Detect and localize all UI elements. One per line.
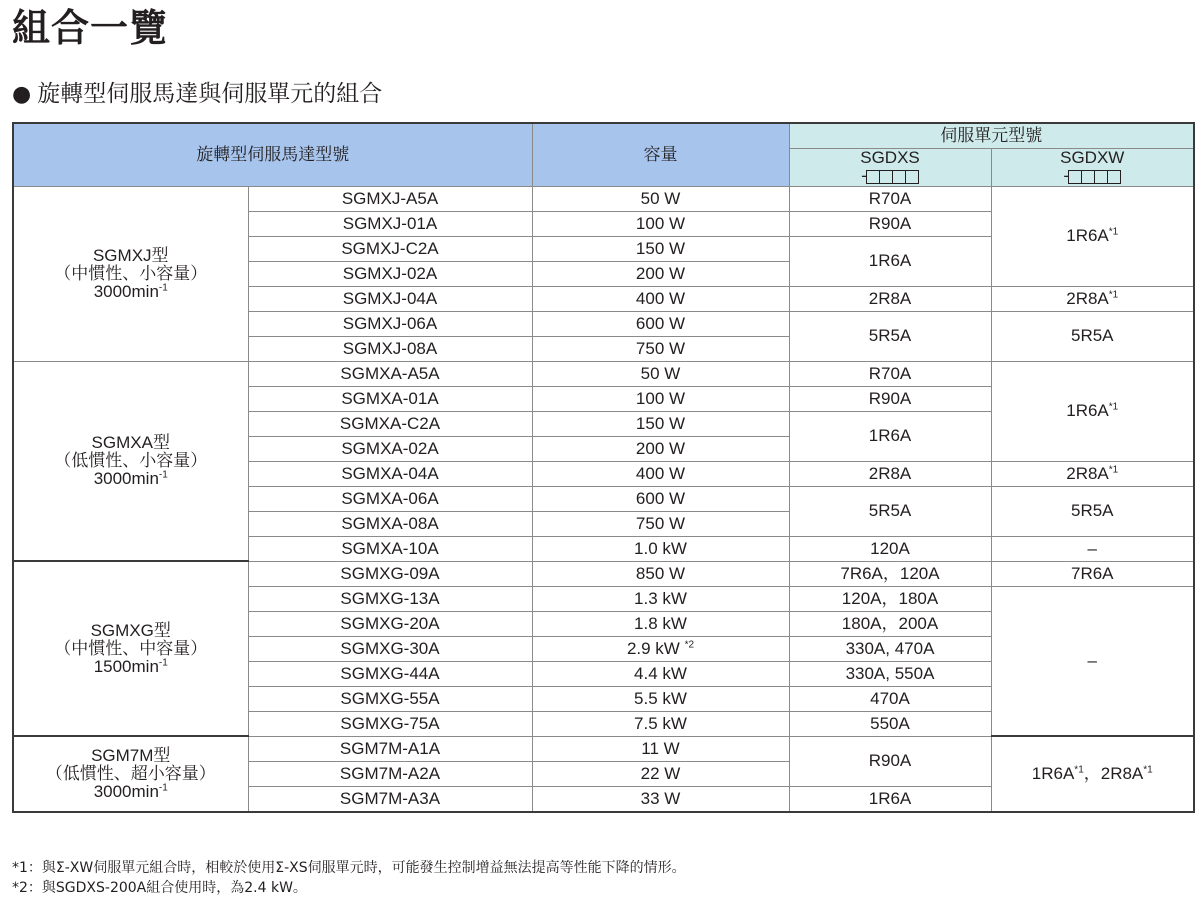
- footnotes: [12, 858, 686, 898]
- capacity-cell: 5.5 kW: [532, 686, 789, 711]
- capacity-cell: 850 W: [532, 561, 789, 586]
- table-row: [13, 561, 1194, 586]
- model-cell: SGMXA-10A: [248, 536, 532, 561]
- sgdxs-cell: R90A: [789, 736, 991, 786]
- model-cell: SGM7M-A3A: [248, 786, 532, 812]
- speed-exponent: -1: [158, 656, 168, 668]
- sgdxs-cell: 2R8A: [789, 461, 991, 486]
- sgdxw-cell: 5R5A: [991, 311, 1194, 361]
- model-cell: SGMXA-02A: [248, 436, 532, 461]
- sgdxs-cell: 330A, 470A: [789, 636, 991, 661]
- family-sgmxg: [13, 561, 248, 736]
- sgdxs-cell: R70A: [789, 361, 991, 386]
- sgdxs-cell: 330A, 550A: [789, 661, 991, 686]
- page-title: 組合一覽: [12, 6, 169, 50]
- sgdxs-cell: 120A: [789, 536, 991, 561]
- family-name: SGMXJ型: [92, 245, 169, 265]
- family-sgmxa: [13, 361, 248, 561]
- sgdxs-cell: 2R8A: [789, 286, 991, 311]
- model-cell: SGMXG-13A: [248, 586, 532, 611]
- sgdxs-cell: 1R6A: [789, 236, 991, 286]
- header-sgdxw-label: SGDXW: [1060, 148, 1125, 167]
- capacity-cell: 1.3 kW: [532, 586, 789, 611]
- combination-table: [12, 122, 1195, 813]
- table-row: [13, 361, 1194, 386]
- sgdxs-cell: 120A，180A: [789, 586, 991, 611]
- capacity-cell: 22 W: [532, 761, 789, 786]
- footnote-mark: *1: [1108, 226, 1119, 238]
- sgdxs-cell: R90A: [789, 211, 991, 236]
- speed-exponent: -1: [158, 782, 168, 794]
- family-speed: 3000min: [93, 281, 159, 301]
- footnote-mark: *1: [1108, 401, 1119, 413]
- capacity-cell: 400 W: [532, 286, 789, 311]
- table-row: [13, 186, 1194, 211]
- sgdxw-cell: $1R6A^{*1}$: [991, 361, 1194, 461]
- header-sgdxs-label: SGDXS: [860, 148, 920, 167]
- capacity-cell: 750 W: [532, 511, 789, 536]
- header-motor-model: 旋轉型伺服馬達型號: [13, 123, 532, 186]
- sgdxw-cell: $1R6A^{*1}$: [991, 186, 1194, 286]
- footnote-mark: *1: [1108, 463, 1119, 475]
- capacity-cell: 200 W: [532, 261, 789, 286]
- family-name: SGMXA型: [91, 432, 170, 452]
- capacity-cell: 750 W: [532, 336, 789, 361]
- table-row: [13, 736, 1194, 761]
- capacity-cell: 50 W: [532, 361, 789, 386]
- section-heading-text: 旋轉型伺服馬達與伺服單元的組合: [37, 81, 383, 107]
- model-cell: SGMXG-44A: [248, 661, 532, 686]
- sgdxw-cell: 5R5A: [991, 486, 1194, 536]
- capacity-cell: 600 W: [532, 311, 789, 336]
- family-inertia: （低慣性、超小容量）: [45, 763, 216, 783]
- section-heading: [12, 78, 382, 111]
- sgdxs-cell: 5R5A: [789, 311, 991, 361]
- sgdxw-cell: $2R8A^{*1}$: [991, 461, 1194, 486]
- header-sgdxw: [991, 149, 1194, 187]
- code-boxes-icon: [1069, 168, 1121, 186]
- sgdxs-cell: 7R6A，120A: [789, 561, 991, 586]
- family-sgmxj: [13, 186, 248, 361]
- model-cell: SGMXJ-02A: [248, 261, 532, 286]
- family-speed: 3000min: [93, 468, 159, 488]
- footnote-1: *1：與Σ-XW伺服單元組合時，相較於使用Σ-XS伺服單元時，可能發生控制增益無法提高等性能下降的情形。: [12, 860, 686, 876]
- capacity-cell: 200 W: [532, 436, 789, 461]
- speed-exponent: -1: [158, 281, 168, 293]
- sgdxw-cell: –: [991, 536, 1194, 561]
- model-cell: SGMXA-08A: [248, 511, 532, 536]
- capacity-cell: 2.9 kW $^{*2}$: [532, 636, 789, 661]
- footnote-mark: *1: [1143, 764, 1153, 776]
- capacity-cell: 150 W: [532, 236, 789, 261]
- family-sgm7m: [13, 736, 248, 812]
- sgdxs-cell: 1R6A: [789, 786, 991, 812]
- sgdxs-cell: 5R5A: [789, 486, 991, 536]
- model-cell: SGMXG-75A: [248, 711, 532, 736]
- sgdxw-cell: $1R6A^{*1}$，$2R8A^{*1}$: [991, 736, 1194, 812]
- header-capacity: 容量: [532, 123, 789, 186]
- family-inertia: （中慣性、中容量）: [54, 638, 208, 658]
- sgdxw-cell: 7R6A: [991, 561, 1194, 586]
- capacity-cell: 50 W: [532, 186, 789, 211]
- model-cell: SGM7M-A2A: [248, 761, 532, 786]
- family-speed: 3000min: [93, 781, 159, 801]
- footnote-mark: *1: [1074, 764, 1084, 776]
- model-cell: SGMXJ-08A: [248, 336, 532, 361]
- sgdxw-cell: –: [991, 586, 1194, 736]
- capacity-cell: 100 W: [532, 386, 789, 411]
- capacity-cell: 100 W: [532, 211, 789, 236]
- suffix-prefix: -: [861, 166, 867, 185]
- capacity-cell: 150 W: [532, 411, 789, 436]
- model-cell: SGMXJ-01A: [248, 211, 532, 236]
- capacity-cell: 33 W: [532, 786, 789, 812]
- capacity-cell: 400 W: [532, 461, 789, 486]
- model-cell: SGM7M-A1A: [248, 736, 532, 761]
- sgdxs-cell: 550A: [789, 711, 991, 736]
- sgdxw-cell: $2R8A^{*1}$: [991, 286, 1194, 311]
- model-cell: SGMXG-20A: [248, 611, 532, 636]
- model-cell: SGMXJ-C2A: [248, 236, 532, 261]
- bullet-icon: ●: [12, 82, 32, 107]
- sgdxs-cell: 180A，200A: [789, 611, 991, 636]
- capacity-cell: 1.0 kW: [532, 536, 789, 561]
- model-cell: SGMXA-06A: [248, 486, 532, 511]
- suffix-prefix: -: [1063, 166, 1070, 185]
- header-servo-unit-model: 伺服單元型號: [789, 123, 1194, 149]
- capacity-cell: 1.8 kW: [532, 611, 789, 636]
- header-sgdxs: [789, 149, 991, 187]
- sgdxs-cell: R90A: [789, 386, 991, 411]
- capacity-cell: 4.4 kW: [532, 661, 789, 686]
- family-inertia: （中慣性、小容量）: [54, 263, 208, 283]
- family-name: SGM7M型: [91, 745, 171, 765]
- model-cell: SGMXJ-06A: [248, 311, 532, 336]
- footnote-2: *2：與SGDXS-200A組合使用時，為2.4 kW。: [12, 880, 307, 896]
- sgdxs-cell: 470A: [789, 686, 991, 711]
- sgdxs-cell: R70A: [789, 186, 991, 211]
- model-cell: SGMXG-55A: [248, 686, 532, 711]
- model-cell: SGMXG-09A: [248, 561, 532, 586]
- capacity-cell: 11 W: [532, 736, 789, 761]
- model-cell: SGMXA-A5A: [248, 361, 532, 386]
- speed-exponent: -1: [158, 469, 168, 481]
- code-boxes-icon: [867, 168, 919, 186]
- model-cell: SGMXA-01A: [248, 386, 532, 411]
- family-name: SGMXG型: [90, 620, 171, 640]
- sgdxs-cell: 1R6A: [789, 411, 991, 461]
- capacity-cell: 7.5 kW: [532, 711, 789, 736]
- family-speed: 1500min: [93, 656, 159, 676]
- footnote-mark: *1: [1108, 288, 1119, 300]
- model-cell: SGMXJ-A5A: [248, 186, 532, 211]
- model-cell: SGMXA-C2A: [248, 411, 532, 436]
- footnote-mark: *2: [684, 638, 695, 650]
- capacity-cell: 600 W: [532, 486, 789, 511]
- model-cell: SGMXJ-04A: [248, 286, 532, 311]
- model-cell: SGMXA-04A: [248, 461, 532, 486]
- family-inertia: （低慣性、小容量）: [54, 450, 208, 470]
- model-cell: SGMXG-30A: [248, 636, 532, 661]
